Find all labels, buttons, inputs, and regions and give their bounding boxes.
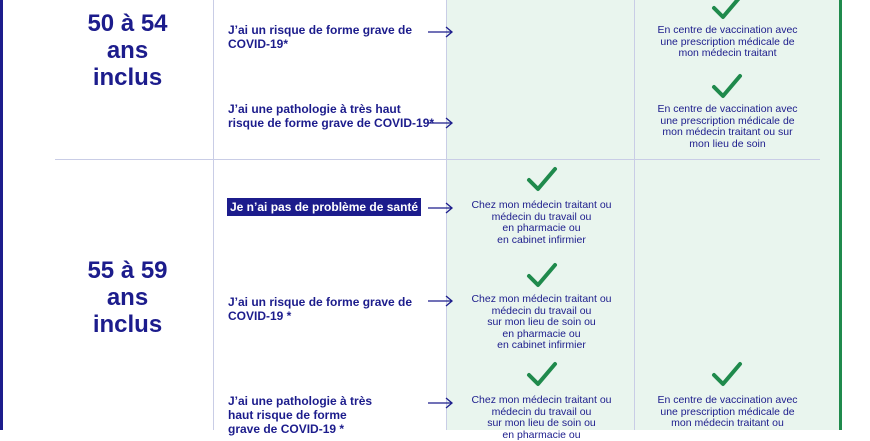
location-text: Chez mon médecin traitant ou médecin du travail ou sur mon lieu de soin ou en pharmacie ou en cabinet infirmier (471, 293, 612, 351)
check-icon (711, 73, 743, 101)
location-text: En centre de vaccination avec une prescription médicale de mon médecin traitant (657, 24, 798, 59)
age-group-label: 50 à 54 ans inclus (87, 10, 168, 91)
arrow-right-icon (428, 117, 454, 129)
location-text: Chez mon médecin traitant ou médecin du travail ou sur mon lieu de soin ou en pharmacie ou (471, 394, 612, 441)
check-icon (711, 0, 743, 22)
condition-label: J’ai un risque de forme grave de COVID-19 * (228, 295, 413, 323)
location-text: En centre de vaccination avec une prescription médicale de mon médecin traitant ou (657, 394, 798, 429)
column-divider (446, 0, 447, 430)
column-divider (213, 0, 214, 430)
check-icon (526, 166, 558, 194)
arrow-right-icon (428, 26, 454, 38)
location-text: En centre de vaccination avec une prescription médicale de mon médecin traitant ou sur mon lieu de soin (657, 103, 798, 150)
table-left-border (0, 0, 3, 430)
condition-label: J’ai une pathologie à très haut risque de forme grave de COVID-19 * (228, 394, 373, 436)
table-right-border (839, 0, 842, 430)
check-icon (526, 361, 558, 389)
column-divider (634, 0, 635, 430)
group-divider (55, 159, 820, 160)
condition-label: J’ai un risque de forme grave de COVID-19* (228, 23, 413, 51)
check-icon (711, 361, 743, 389)
condition-label: J’ai une pathologie à très haut risque de forme grave de COVID-19* (228, 102, 435, 130)
condition-label-highlighted: Je n’ai pas de problème de santé (227, 198, 421, 216)
location-text: Chez mon médecin traitant ou médecin du travail ou en pharmacie ou en cabinet infirmier (471, 199, 612, 246)
age-group-label: 55 à 59 ans inclus (87, 257, 168, 338)
check-icon (526, 262, 558, 290)
